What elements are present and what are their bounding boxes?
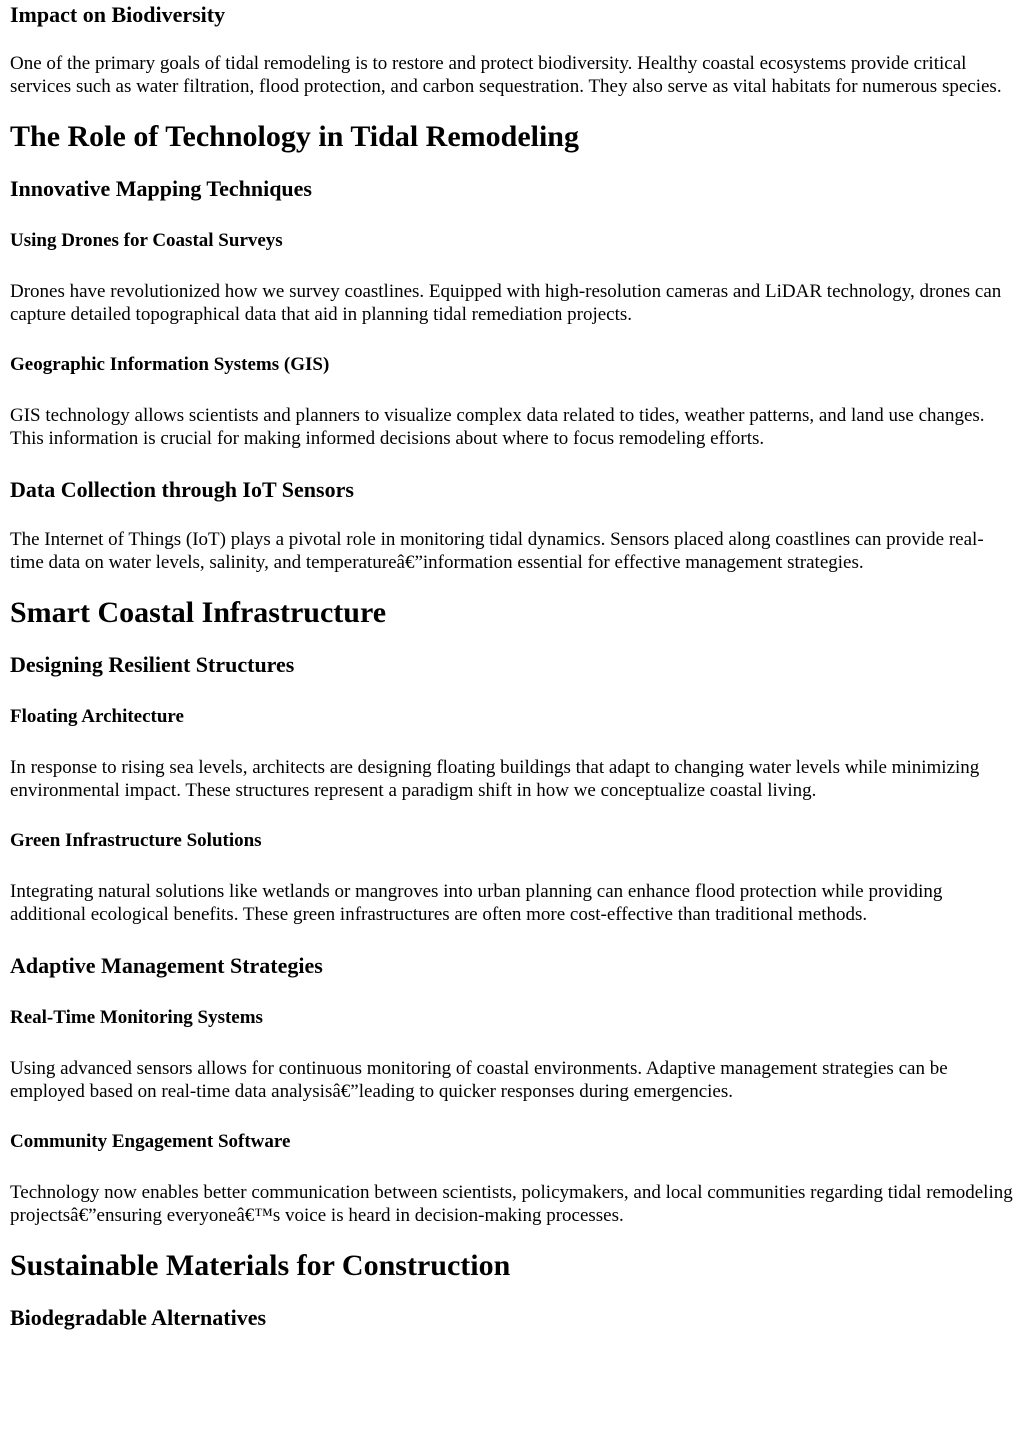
- heading-smart-coastal-infrastructure: Smart Coastal Infrastructure: [10, 596, 387, 629]
- heading-iot-sensors: Data Collection through IoT Sensors: [10, 477, 354, 502]
- heading-role-of-technology: The Role of Technology in Tidal Remodeling: [10, 120, 579, 153]
- heading-gis: Geographic Information Systems (GIS): [10, 354, 330, 375]
- heading-biodegradable-alternatives: Biodegradable Alternatives: [10, 1305, 267, 1330]
- heading-realtime-monitoring: Real-Time Monitoring Systems: [10, 1007, 263, 1028]
- heading-sustainable-materials: Sustainable Materials for Construction: [10, 1249, 511, 1282]
- paragraph-green: Integrating natural solutions like wetlands or mangroves into urban planning can enhance flood protection while providing additional ecological benefits. These green infrastructures are often more cost-effective than traditional methods.: [10, 881, 943, 925]
- heading-designing-resilient-structures: Designing Resilient Structures: [10, 652, 295, 677]
- paragraph-realtime: Using advanced sensors allows for continuous monitoring of coastal environments. Adaptive management strategies can be employed based on real-time data analysisâ€”leading to quicker responses during emergencies.: [10, 1058, 948, 1102]
- heading-green-infrastructure: Green Infrastructure Solutions: [10, 830, 262, 851]
- heading-innovative-mapping: Innovative Mapping Techniques: [10, 176, 312, 201]
- paragraph-gis: GIS technology allows scientists and planners to visualize complex data related to tides, weather patterns, and land use changes. This information is crucial for making informed decisions about where to focus remodeling efforts.: [10, 405, 985, 449]
- heading-adaptive-management: Adaptive Management Strategies: [10, 953, 323, 978]
- heading-drones: Using Drones for Coastal Surveys: [10, 230, 283, 251]
- paragraph-iot: The Internet of Things (IoT) plays a pivotal role in monitoring tidal dynamics. Sensors placed along coastlines can provide real-time data on water levels, salinity, and temperatureâ€”information essential for effective management strategies.: [10, 529, 984, 573]
- heading-community-engagement: Community Engagement Software: [10, 1131, 291, 1152]
- paragraph-floating: In response to rising sea levels, architects are designing floating buildings that adapt to changing water levels while minimizing environmental impact. These structures represent a paradigm shift in how we conceptualize coastal living.: [10, 757, 980, 801]
- paragraph-drones: Drones have revolutionized how we survey coastlines. Equipped with high-resolution cameras and LiDAR technology, drones can capture detailed topographical data that aid in planning tidal remediation projects.: [10, 281, 1002, 325]
- paragraph-biodiversity: One of the primary goals of tidal remodeling is to restore and protect biodiversity. Healthy coastal ecosystems provide critical services such as water filtration, flood protection, and carbon sequestration. They also serve as vital habitats for numerous species.: [10, 53, 1002, 97]
- paragraph-community: Technology now enables better communication between scientists, policymakers, and local communities regarding tidal remodeling projectsâ€”ensuring everyoneâ€™s voice is heard in decision-making processes.: [10, 1182, 1013, 1226]
- heading-impact-on-biodiversity: Impact on Biodiversity: [10, 2, 226, 27]
- heading-floating-architecture: Floating Architecture: [10, 706, 184, 727]
- article: [0, 2, 1024, 1331]
